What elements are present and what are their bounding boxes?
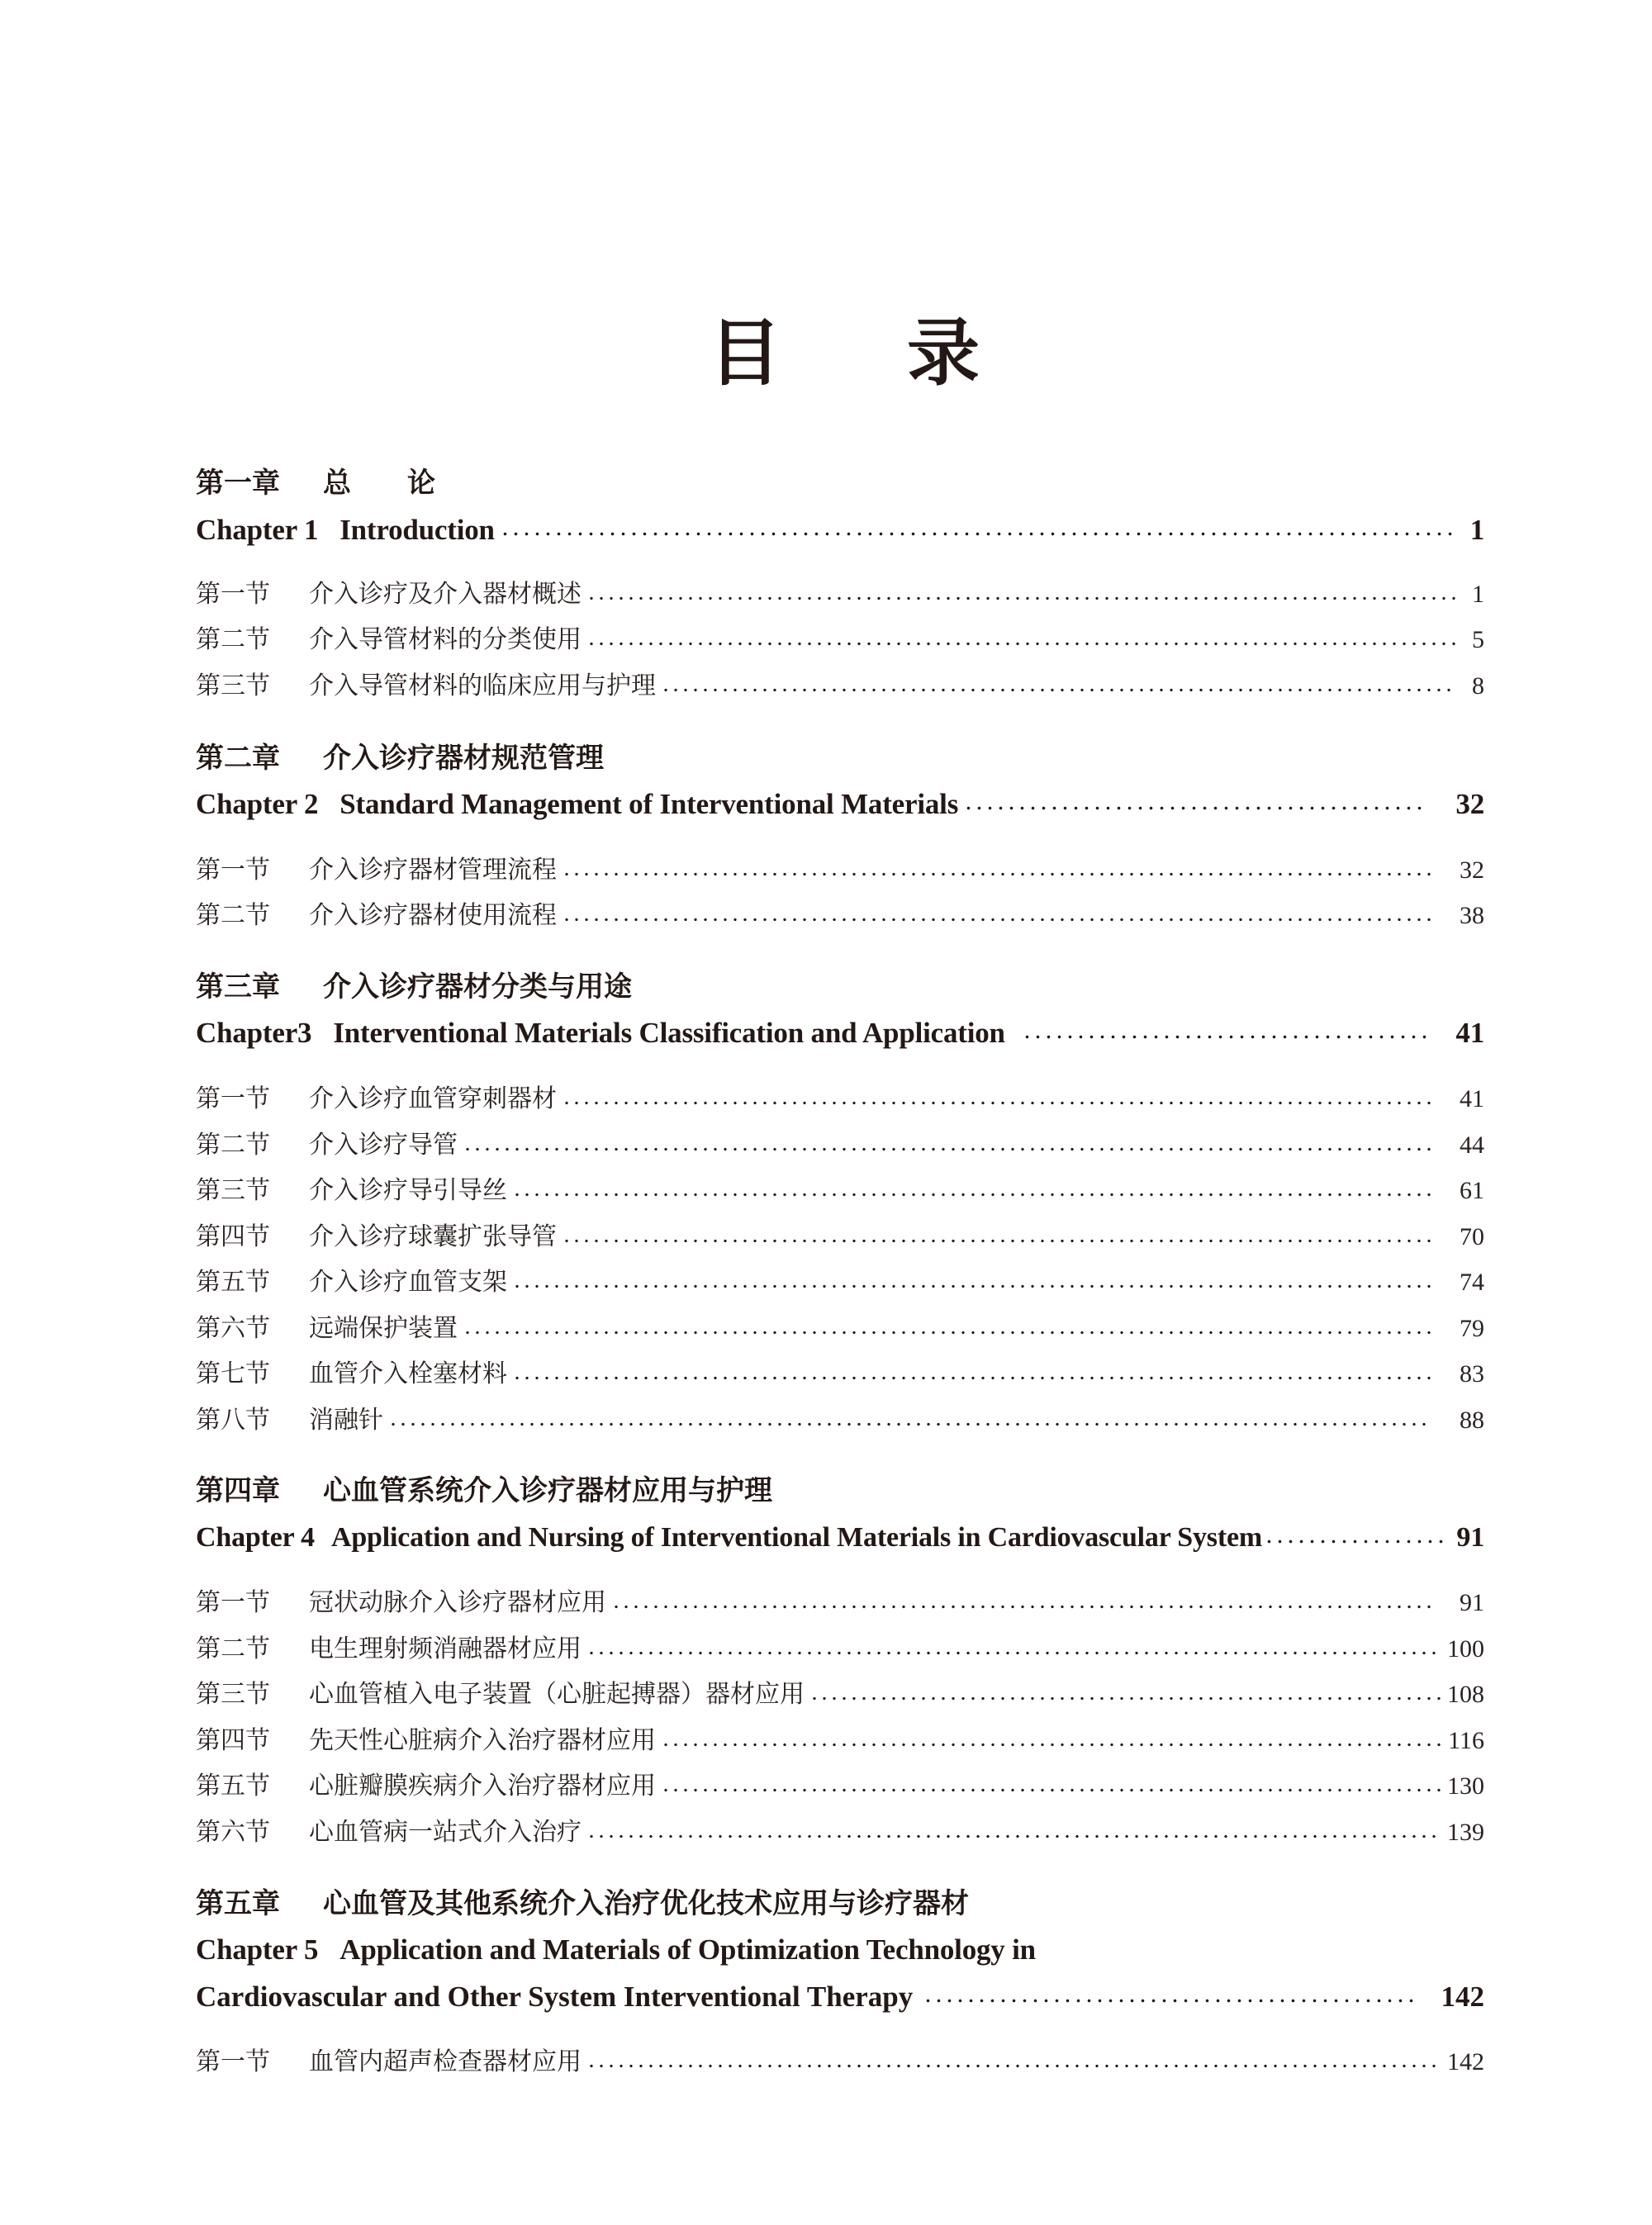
page-number: 70 [1460, 1223, 1484, 1250]
chapter-cn-label: 第三章 [196, 970, 280, 1003]
chapter-cn-heading [196, 1471, 1484, 1511]
dot-leader [500, 516, 1456, 545]
chapter-en-title: Application and Nursing of Interventional Materials in Cardiovascular System [330, 1522, 1262, 1553]
chapter-en-label: Chapter 4 [196, 1522, 315, 1553]
chapter-en-entry[interactable] [196, 510, 1484, 550]
page-number: 32 [1455, 788, 1484, 820]
page-number: 8 [1472, 672, 1484, 700]
page-number: 83 [1460, 1360, 1484, 1388]
dot-leader [586, 2050, 1442, 2075]
dot-leader [586, 582, 1456, 607]
section-label: 第四节 [196, 1726, 270, 1755]
chapter-en-title: Standard Management of Interventional Materials [339, 788, 959, 820]
section-entry[interactable] [196, 898, 1484, 934]
dot-leader [562, 858, 1431, 883]
chapter-cn-title: 心血管及其他系统介入治疗优化技术应用与诊疗器材 [323, 1887, 969, 1920]
dot-leader [661, 1729, 1443, 1753]
section-entry[interactable] [196, 1768, 1484, 1805]
page-title [0, 307, 1652, 398]
chapter-cn-label: 第二章 [196, 742, 280, 775]
page-number: 74 [1460, 1269, 1484, 1296]
chapter-en-title: Interventional Materials Classification and Application [333, 1017, 1005, 1049]
dot-leader [463, 1133, 1431, 1158]
page-number: 116 [1448, 1727, 1484, 1754]
chapter-en-entry[interactable] [196, 1977, 1484, 2017]
page-number: 44 [1460, 1131, 1484, 1159]
dot-leader [586, 1637, 1442, 1662]
section-label: 第三节 [196, 1176, 270, 1205]
dot-leader [661, 674, 1456, 699]
page-number: 108 [1447, 1681, 1484, 1708]
page-number: 41 [1455, 1017, 1484, 1049]
page-number: 130 [1447, 1772, 1484, 1800]
chapter-cn-label: 第四章 [196, 1474, 280, 1507]
section-title: 介入导管材料的临床应用与护理 [309, 671, 656, 700]
page-number: 32 [1460, 856, 1484, 884]
section-label: 第六节 [196, 1818, 270, 1847]
page-number: 91 [1456, 1522, 1484, 1553]
section-entry[interactable] [196, 1815, 1484, 1851]
dot-leader [512, 1270, 1431, 1295]
dot-leader [923, 1983, 1417, 2012]
section-title: 心血管植入电子装置（心脏起搏器）器材应用 [309, 1680, 805, 1709]
page-number: 91 [1460, 1589, 1484, 1616]
page-number: 1 [1469, 514, 1484, 546]
chapter-cn-label: 第一章 [196, 467, 280, 500]
page-number: 142 [1441, 1981, 1484, 2013]
section-title: 介入诊疗导管 [309, 1131, 458, 1160]
section-entry[interactable] [196, 1173, 1484, 1209]
chapter-en-title: Application and Materials of Optimization Technology in [339, 1933, 1036, 1966]
section-entry[interactable] [196, 1585, 1484, 1621]
chapter-en-label: Chapter 1 [196, 514, 319, 546]
section-label: 第四节 [196, 1222, 270, 1251]
section-label: 第五节 [196, 1772, 270, 1800]
dot-leader [463, 1316, 1431, 1341]
section-label: 第二节 [196, 1131, 270, 1160]
section-label: 第一节 [196, 2047, 270, 2076]
dot-leader [963, 790, 1427, 819]
section-title: 血管介入栓塞材料 [309, 1359, 507, 1388]
chapter-cn-heading [196, 1884, 1484, 1924]
section-title: 介入诊疗及介入器材概述 [309, 580, 582, 609]
page-number: 1 [1472, 581, 1484, 608]
section-label: 第八节 [196, 1406, 270, 1435]
chapter-cn-heading [196, 967, 1484, 1007]
section-label: 第三节 [196, 671, 270, 700]
section-entry[interactable] [196, 1081, 1484, 1117]
chapter-en-title-continued: Cardiovascular and Other System Interventional Therapy [196, 1981, 914, 2013]
section-title: 介入诊疗器材使用流程 [309, 901, 557, 930]
section-label: 第二节 [196, 1634, 270, 1663]
section-title: 心脏瓣膜疾病介入治疗器材应用 [309, 1772, 656, 1800]
section-entry[interactable] [196, 1402, 1484, 1439]
section-title: 冠状动脉介入诊疗器材应用 [309, 1588, 606, 1617]
chapter-cn-title: 介入诊疗器材分类与用途 [323, 970, 632, 1003]
chapter-cn-heading [196, 738, 1484, 778]
page-number: 100 [1447, 1635, 1484, 1663]
section-title: 介入诊疗器材管理流程 [309, 856, 557, 885]
chapter-en-label: Chapter 5 [196, 1933, 319, 1966]
section-entry[interactable] [196, 622, 1484, 658]
chapter-cn-title: 介入诊疗器材规范管理 [323, 742, 604, 775]
chapter-en-entry[interactable] [196, 785, 1484, 824]
chapter-cn-label: 第五章 [196, 1887, 280, 1920]
dot-leader [562, 1087, 1431, 1112]
dot-leader [562, 1225, 1431, 1250]
chapter-en-heading[interactable] [196, 1930, 1484, 1970]
page-number: 88 [1460, 1407, 1484, 1434]
section-entry[interactable] [196, 1311, 1484, 1347]
section-title: 先天性心脏病介入治疗器材应用 [309, 1726, 656, 1755]
section-label: 第三节 [196, 1680, 270, 1709]
dot-leader [586, 628, 1456, 652]
dot-leader [809, 1682, 1442, 1707]
dot-leader [512, 1179, 1431, 1203]
section-entry[interactable] [196, 668, 1484, 705]
section-entry[interactable] [196, 1264, 1484, 1301]
chapter-en-title: Introduction [339, 514, 495, 546]
title-char-2: 录 [907, 310, 980, 396]
section-entry[interactable] [196, 1219, 1484, 1255]
dot-leader [661, 1774, 1442, 1799]
page-number: 5 [1472, 626, 1484, 653]
section-entry[interactable] [196, 1127, 1484, 1164]
section-title: 介入诊疗导引导丝 [309, 1176, 507, 1205]
section-label: 第二节 [196, 625, 270, 654]
section-label: 第五节 [196, 1268, 270, 1297]
page-number: 38 [1460, 902, 1484, 929]
section-label: 第一节 [196, 1084, 270, 1113]
section-title: 心血管病一站式介入治疗 [309, 1818, 582, 1847]
chapter-en-entry[interactable] [196, 1518, 1484, 1558]
chapter-cn-title: 心血管系统介入诊疗器材应用与护理 [323, 1474, 772, 1507]
section-entry[interactable] [196, 1677, 1484, 1713]
section-label: 第一节 [196, 856, 270, 885]
section-title: 电生理射频消融器材应用 [309, 1634, 582, 1663]
section-title: 介入诊疗血管穿刺器材 [309, 1084, 557, 1113]
chapter-cn-heading [196, 463, 1484, 503]
dot-leader [586, 1820, 1442, 1845]
page-number: 142 [1447, 2048, 1484, 2076]
section-title: 介入诊疗血管支架 [309, 1268, 507, 1297]
chapter-en-label: Chapter 2 [196, 788, 319, 820]
section-title: 远端保护装置 [309, 1314, 458, 1343]
title-char-1: 目 [709, 310, 782, 396]
chapter-cn-title: 总 论 [323, 467, 435, 500]
section-label: 第一节 [196, 580, 270, 609]
section-label: 第六节 [196, 1314, 270, 1343]
section-label: 第一节 [196, 1588, 270, 1617]
section-entry[interactable] [196, 1631, 1484, 1668]
page-number: 79 [1460, 1315, 1484, 1342]
section-entry[interactable] [196, 852, 1484, 889]
section-label: 第二节 [196, 901, 270, 930]
dot-leader [1022, 1019, 1428, 1048]
section-title: 介入导管材料的分类使用 [309, 625, 582, 654]
section-title: 消融针 [309, 1406, 383, 1435]
chapter-en-label: Chapter3 [196, 1017, 312, 1049]
dot-leader [388, 1408, 1431, 1433]
chapter-en-entry[interactable] [196, 1013, 1484, 1053]
dot-leader [1264, 1524, 1443, 1552]
dot-leader [512, 1362, 1431, 1387]
dot-leader [611, 1591, 1431, 1615]
section-title: 血管内超声检查器材应用 [309, 2047, 582, 2076]
section-entry[interactable] [196, 1356, 1484, 1392]
page-number: 41 [1460, 1085, 1484, 1112]
page-number: 139 [1447, 1819, 1484, 1846]
section-entry[interactable] [196, 576, 1484, 613]
page-number: 61 [1460, 1177, 1484, 1204]
section-title: 介入诊疗球囊扩张导管 [309, 1222, 557, 1251]
section-entry[interactable] [196, 2044, 1484, 2080]
dot-leader [562, 904, 1431, 928]
section-label: 第七节 [196, 1359, 270, 1388]
section-entry[interactable] [196, 1723, 1484, 1759]
